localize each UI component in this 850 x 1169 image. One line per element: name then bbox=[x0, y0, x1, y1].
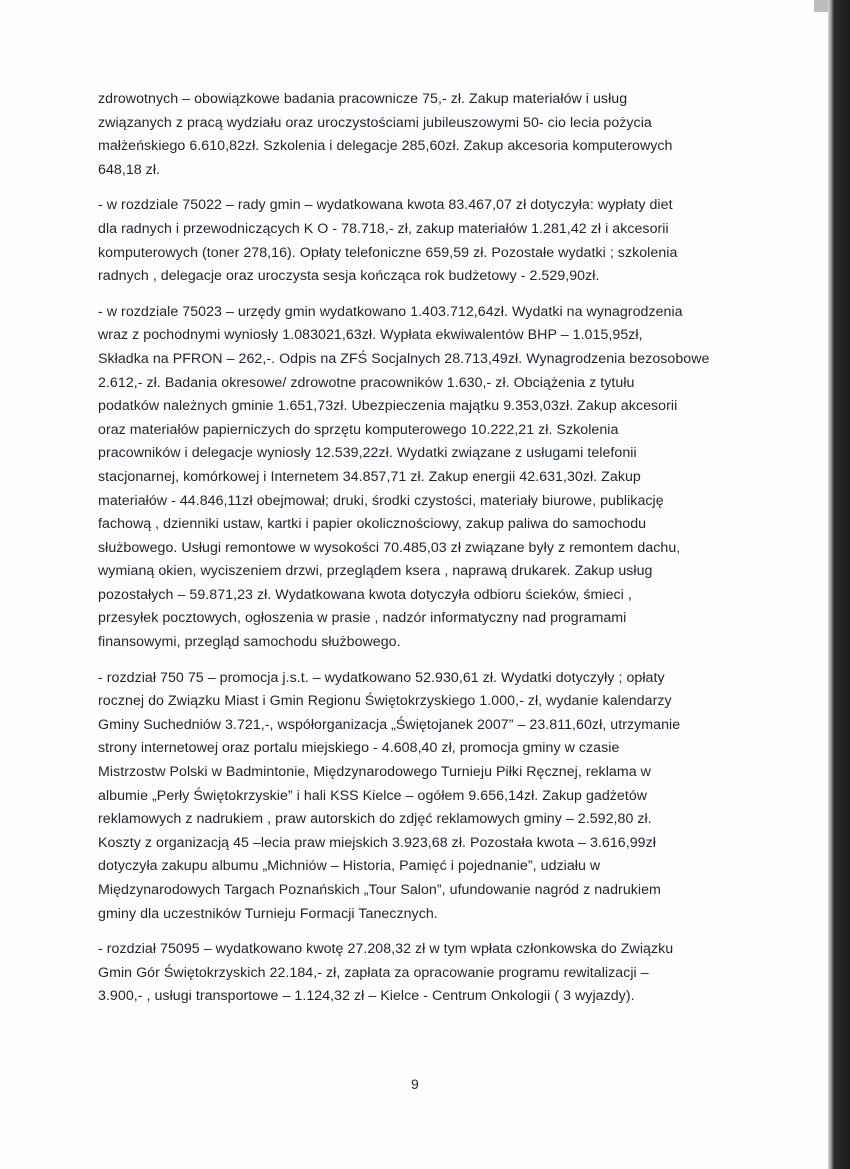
text-line: 2.612,- zł. Badania okresowe/ zdrowotne pracowników 1.630,- zł. Obciążenia z tytułu bbox=[98, 374, 635, 391]
scan-right-edge bbox=[828, 0, 850, 1169]
text-line: komputerowych (toner 278,16). Opłaty telefoniczne 659,59 zł. Pozostałe wydatki ; szkolenia bbox=[98, 244, 678, 261]
text-line: gminy dla uczestników Turnieju Formacji Tanecznych. bbox=[98, 905, 438, 922]
text-line: oraz materiałów papierniczych do sprzętu komputerowego 10.222,21 zł. Szkolenia bbox=[98, 421, 619, 438]
text-line: Gmin Gór Świętokrzyskich 22.184,- zł, zapłata za opracowanie programu rewitalizacji – bbox=[98, 964, 649, 981]
text-line: małżeńskiego 6.610,82zł. Szkolenia i delegacje 285,60zł. Zakup akcesoria komputerowych bbox=[98, 138, 673, 155]
text-line: strony internetowej oraz portalu miejskiego - 4.608,40 zł, promocja gminy w czasie bbox=[98, 740, 620, 757]
text-line: dla radnych i przewodniczących K O - 78.718,- zł, zakup materiałów 1.281,42 zł i akcesorii bbox=[98, 220, 669, 237]
text-line: podatków należnych gminie 1.651,73zł. Ubezpieczenia majątku 9.353,03zł. Zakup akcesorii bbox=[98, 398, 678, 415]
paragraph bbox=[98, 301, 730, 655]
text-line: fachową , dzienniki ustaw, kartki i papier okolicznościowy, zakup paliwa do samochodu bbox=[98, 516, 647, 533]
text-line: - rozdział 750 75 – promocja j.s.t. – wydatkowano 52.930,61 zł. Wydatki dotyczyły ; opłaty bbox=[98, 669, 665, 686]
text-line: Składka na PFRON – 262,-. Odpis na ZFŚ Socjalnych 28.713,49zł. Wynagrodzenia bezosobowe bbox=[98, 350, 710, 367]
text-line: albumie „Perły Świętokrzyskie” i hali KSS Kielce – ogółem 9.656,14zł. Zakup gadżetów bbox=[98, 787, 648, 804]
text-line: zdrowotnych – obowiązkowe badania pracownicze 75,- zł. Zakup materiałów i usług bbox=[98, 91, 628, 107]
text-line: - rozdział 75095 – wydatkowano kwotę 27.208,32 zł w tym wpłata członkowska do Związku bbox=[98, 941, 674, 958]
text-line: 3.900,- , usługi transportowe – 1.124,32 zł – Kielce - Centrum Onkologii ( 3 wyjazdy). bbox=[98, 988, 635, 1005]
paragraph bbox=[98, 938, 730, 1009]
text-line: związanych z pracą wydziału oraz uroczystościami jubileuszowymi 50- cio lecia pożycia bbox=[98, 114, 652, 131]
text-line: 648,18 zł. bbox=[98, 161, 161, 178]
text-line: pozostałych – 59.871,23 zł. Wydatkowana kwota dotyczyła odbioru ścieków, śmieci , bbox=[98, 586, 632, 603]
text-line: finansowymi, przegląd samochodu służbowego. bbox=[98, 634, 401, 651]
text-line: - w rozdziale 75022 – rady gmin – wydatkowana kwota 83.467,07 zł dotyczyła: wypłaty diet bbox=[98, 197, 673, 214]
text-line: Koszty z organizacją 45 –lecia praw miejskich 3.923,68 zł. Pozostała kwota – 3.616,99zł bbox=[98, 834, 656, 851]
paragraph bbox=[98, 667, 730, 927]
paragraph bbox=[98, 194, 730, 288]
text-line: materiałów - 44.846,11zł obejmował; druki, środki czystości, materiały biurowe, publikację bbox=[98, 492, 664, 509]
text-line: wymianą okien, wyciszeniem drzwi, przeglądem ksera , naprawą drukarek. Zakup usług bbox=[98, 563, 653, 580]
text-line: Mistrzostw Polski w Badmintonie, Międzynarodowego Turnieju Piłki Ręcznej, reklama w bbox=[98, 764, 651, 781]
text-line: dotyczyła zakupu albumu „Michniów – Historia, Pamięć i pojednanie”, udziału w bbox=[98, 858, 601, 875]
paragraph bbox=[98, 88, 730, 182]
text-line: wraz z pochodnymi wyniosły 1.083021,63zł. Wypłata ekwiwalentów BHP – 1.015,95zł, bbox=[98, 327, 643, 344]
text-line: służbowego. Usługi remontowe w wysokości 70.485,03 zł związane były z remontem dachu, bbox=[98, 539, 681, 556]
text-line: reklamowych z nadrukiem , praw autorskich do zdjęć reklamowych gminy – 2.592,80 zł. bbox=[98, 811, 652, 828]
document-body bbox=[98, 88, 730, 1021]
scan-corner-shadow bbox=[814, 0, 828, 12]
text-line: stacjonarnej, komórkowej i Internetem 34.857,71 zł. Zakup energii 42.631,30zł. Zakup bbox=[98, 468, 641, 485]
text-line: Gminy Suchedniów 3.721,-, współorganizacja „Świętojanek 2007” – 23.811,60zł, utrzymanie bbox=[98, 716, 681, 733]
text-line: rocznej do Związku Miast i Gmin Regionu Świętokrzyskiego 1.000,- zł, wydanie kalendarzy bbox=[98, 693, 672, 710]
text-line: przesyłek pocztowych, ogłoszenia w prasie , nadzór informatyczny nad programami bbox=[98, 610, 627, 627]
scan-speck bbox=[2, 88, 10, 96]
text-line: Międzynarodowych Targach Poznańskich „Tour Salon”, ufundowanie nagród z nadrukiem bbox=[98, 882, 661, 898]
text-line: pracowników i delegacje wyniosły 12.539,22zł. Wydatki związane z usługami telefonii bbox=[98, 445, 637, 462]
page-number: 9 bbox=[411, 1076, 419, 1092]
text-line: radnych , delegacje oraz uroczysta sesja kończąca rok budżetowy - 2.529,90zł. bbox=[98, 268, 600, 285]
text-line: - w rozdziale 75023 – urzędy gmin wydatkowano 1.403.712,64zł. Wydatki na wynagrodzenia bbox=[98, 303, 683, 320]
